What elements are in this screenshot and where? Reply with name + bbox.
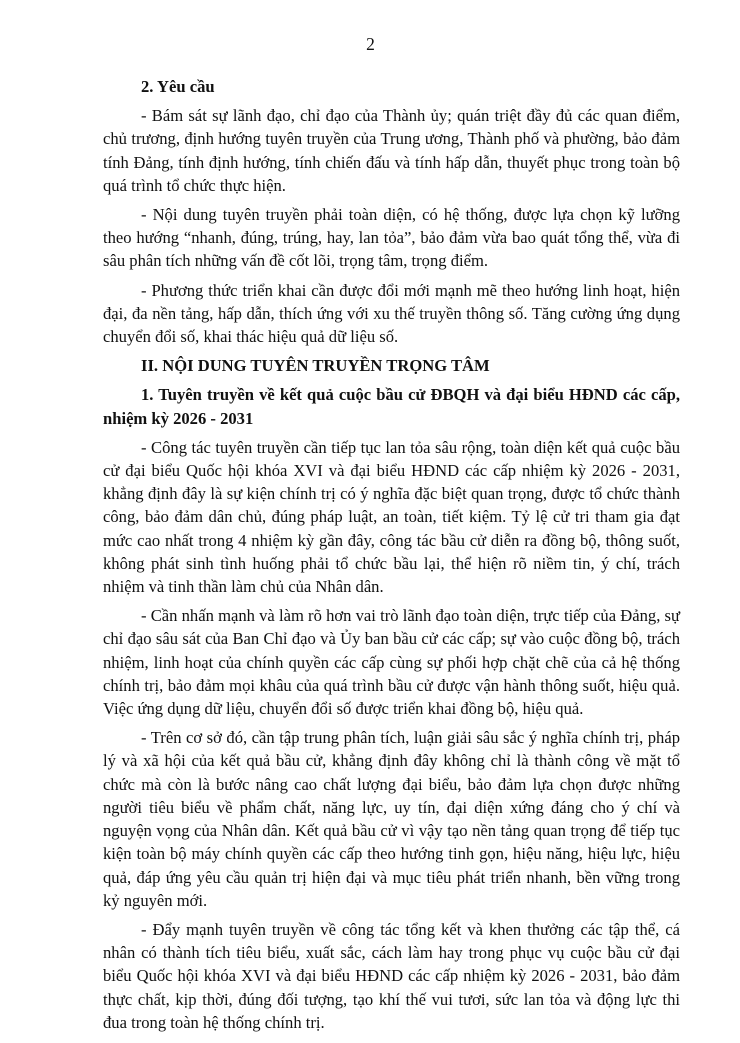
paragraph: - Công tác tuyên truyền cần tiếp tục lan tỏa sâu rộng, toàn diện kết quả cuộc bầu cử đại biểu Quốc hội khóa XVI và đại biểu HĐND các cấp nhiệm kỳ 2026 - 2031, khẳng định đây là sự kiện chính trị có ý nghĩa đặc biệt quan trọng, được tổ chức thành công, bảo đảm dân chủ, đúng pháp luật, an toàn, tiết kiệm. Tỷ lệ cử tri tham gia đạt mức cao nhất trong 4 nhiệm kỳ gần đây, công tác bầu cử diễn ra đồng bộ, thông suốt, không phát sinh tình huống phải tổ chức bầu lại, thể hiện rõ niềm tin, ý chí, trách nhiệm và tinh thần làm chủ của Nhân dân. bbox=[103, 437, 680, 597]
section-heading-main-content: II. NỘI DUNG TUYÊN TRUYỀN TRỌNG TÂM bbox=[141, 356, 490, 376]
paragraph: - Nội dung tuyên truyền phải toàn diện, có hệ thống, được lựa chọn kỹ lưỡng theo hướng “nhanh, đúng, trúng, hay, lan tỏa”, bảo đảm vừa bao quát tổng thể, vừa đi sâu phân tích những vấn đề cốt lõi, trọng tâm, trọng điểm. bbox=[103, 205, 680, 271]
paragraph: - Bám sát sự lãnh đạo, chỉ đạo của Thành ủy; quán triệt đầy đủ các quan điểm, chủ trương, định hướng tuyên truyền của Trung ương, Thành phố và phường, bảo đảm tính Đảng, tính định hướng, tính chiến đấu và tính hấp dẫn, thuyết phục trong toàn bộ quá trình tổ chức thực hiện. bbox=[103, 106, 680, 195]
page-number: 2 bbox=[366, 34, 375, 54]
paragraph: - Phương thức triển khai cần được đổi mới mạnh mẽ theo hướng linh hoạt, hiện đại, đa nền tảng, hấp dẫn, thích ứng với xu thế truyền thông số. Tăng cường ứng dụng chuyển đổi số, khai thác hiệu quả dữ liệu số. bbox=[103, 280, 680, 347]
paragraph: - Cần nhấn mạnh và làm rõ hơn vai trò lãnh đạo toàn diện, trực tiếp của Đảng, sự chỉ đạo sâu sát của Ban Chỉ đạo và Ủy ban bầu cử các cấp; sự vào cuộc đồng bộ, trách nhiệm, linh hoạt của chính quyền các cấp cùng sự phối hợp chặt chẽ của cả hệ thống chính trị, bảo đảm mọi khâu của quá trình bầu cử được vận hành thông suốt, hiệu quả. Việc ứng dụng dữ liệu, chuyển đổi số được triển khai đồng bộ, hiệu quả. bbox=[103, 606, 680, 719]
section-heading-election-results: 1. Tuyên truyền về kết quả cuộc bầu cử ĐBQH và đại biểu HĐND các cấp, nhiệm kỳ 2026 - 2031 bbox=[103, 385, 680, 428]
document-body bbox=[103, 75, 680, 1034]
paragraph: - Trên cơ sở đó, cần tập trung phân tích, luận giải sâu sắc ý nghĩa chính trị, pháp lý và xã hội của kết quả bầu cử, khẳng định đây không chỉ là thành công về mặt tổ chức mà còn là bước nâng cao chất lượng đại biểu, bảo đảm lựa chọn được những người tiêu biểu về phẩm chất, năng lực, uy tín, đại diện xứng đáng cho ý chí và nguyện vọng của Nhân dân. Kết quả bầu cử vì vậy tạo nền tảng quan trọng để tiếp tục kiện toàn bộ máy chính quyền các cấp theo hướng tinh gọn, hiệu năng, hiệu lực, hiệu quả, đáp ứng yêu cầu quản trị hiện đại và mục tiêu phát triển nhanh, bền vững trong kỷ nguyên mới. bbox=[103, 728, 680, 910]
paragraph: - Đẩy mạnh tuyên truyền về công tác tổng kết và khen thưởng các tập thể, cá nhân có thành tích tiêu biểu, xuất sắc, cách làm hay trong phục vụ cuộc bầu cử đại biểu Quốc hội khóa XVI và đại biểu HĐND các cấp nhiệm kỳ 2026 - 2031, bảo đảm thực chất, kịp thời, đúng đối tượng, tạo khí thế vui tươi, sức lan tỏa và động lực thi đua trong toàn hệ thống chính trị. bbox=[103, 919, 680, 1032]
section-heading-requirements: 2. Yêu cầu bbox=[141, 77, 215, 96]
